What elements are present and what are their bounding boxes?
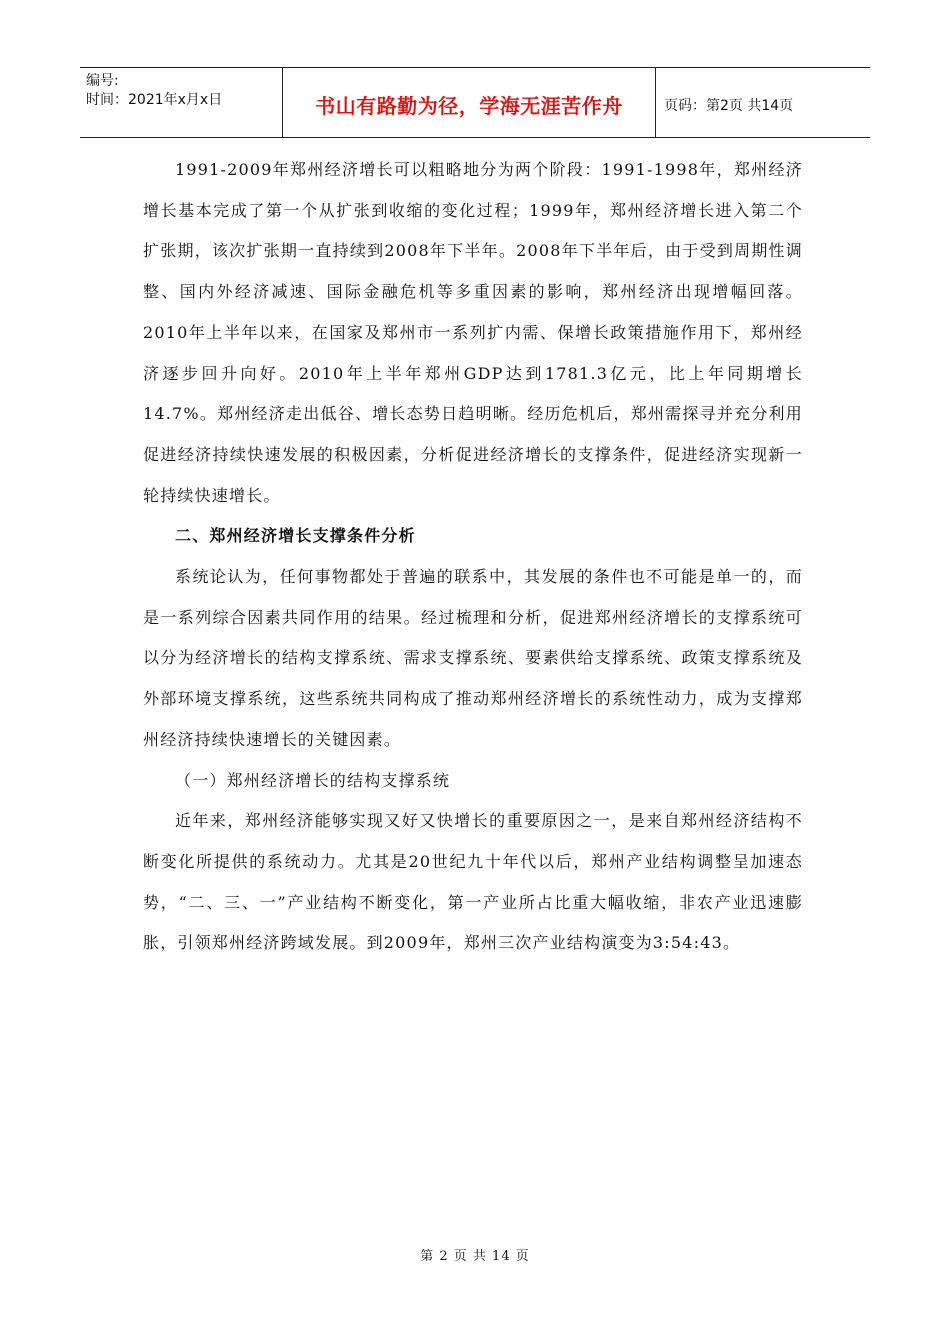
page-footer: 第 2 页 共 14 页 [420, 1249, 530, 1264]
page-header [80, 67, 870, 138]
document-body [143, 150, 803, 964]
header-meta [80, 68, 282, 137]
header-motto: 书山有路勤为径，学海无涯苦作舟 [282, 68, 656, 137]
body-paragraph: 系统论认为，任何事物都处于普遍的联系中，其发展的条件也不可能是单一的，而是一系列综合因素共同作用的结果。经过梳理和分析，促进郑州经济增长的支撑系统可以分为经济增长的结构支撑系统、需求支撑系统、要素供给支撑系统、政策支撑系统及外部环境支撑系统，这些系统共同构成了推动郑州经济增长的系统性动力，成为支撑郑州经济持续快速增长的关键因素。 [143, 567, 803, 749]
document-number-label: 编号: [86, 73, 119, 89]
body-paragraph: 近年来，郑州经济能够实现又好又快增长的重要原因之一，是来自郑州经济结构不断变化所提供的系统动力。尤其是20世纪九十年代以后，郑州产业结构调整呈加速态势，“二、三、一”产业结构不断变化，第一产业所占比重大幅收缩，非农产业迅速膨胀，引领郑州经济跨域发展。到2009年，郑州三次产业结构演变为3:54:43。 [143, 811, 803, 953]
header-page-info: 页码：第2页 共14页 [664, 97, 794, 114]
body-paragraph: 1991-2009年郑州经济增长可以粗略地分为两个阶段：1991-1998年，郑州经济增长基本完成了第一个从扩张到收缩的变化过程；1999年，郑州经济增长进入第二个扩张期，该次扩张期一直持续到2008年下半年。2008年下半年后，由于受到周期性调整、国内外经济减速、国际金融危机等多重因素的影响，郑州经济出现增幅回落。2010年上半年以来，在国家及郑州市一系列扩内需、保增长政策措施作用下，郑州经济逐步回升向好。2010年上半年郑州GDP达到1781.3亿元，比上年同期增长14.7%。郑州经济走出低谷、增长态势日趋明晰。经历危机后，郑州需探寻并充分利用促进经济持续快速发展的积极因素，分析促进经济增长的支撑条件，促进经济实现新一轮持续快速增长。 [143, 160, 803, 505]
subsection-heading: （一）郑州经济增长的结构支撑系统 [175, 770, 451, 790]
section-heading: 二、郑州经济增长支撑条件分析 [175, 526, 416, 546]
document-time-label: 时间：2021年x月x日 [86, 92, 223, 108]
